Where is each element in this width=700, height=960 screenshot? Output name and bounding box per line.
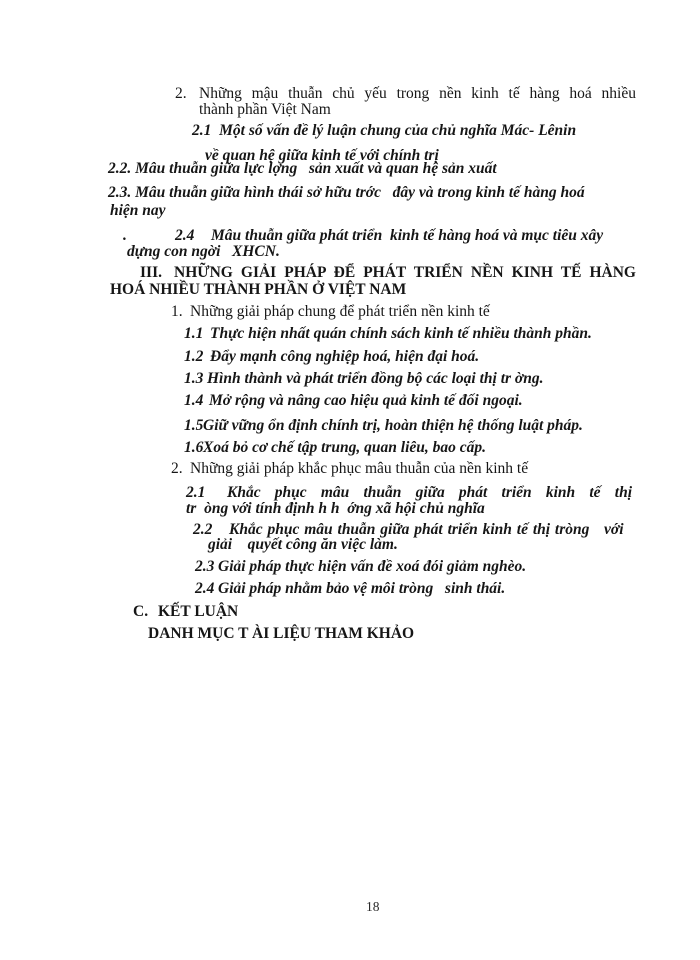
group-1-item-1	[184, 325, 592, 342]
group-2-item-3-number: 2.3	[195, 558, 215, 575]
group-1-item-3	[184, 370, 543, 387]
group-2-item-1-line2: tr òng với tính định h h ớng xã hội chủ nghĩa	[186, 500, 485, 517]
toc-item-2-3-line2: hiện nay	[110, 202, 166, 219]
conclusion-title: KẾT LUẬN	[158, 603, 239, 620]
toc-item-2-1-line2: về quan hệ giữa kinh tế với chính trị	[205, 147, 439, 164]
toc-item-2-text-wrap: thành phần Việt Nam	[199, 101, 331, 118]
group-1-item-3-number: 1.3	[184, 370, 204, 387]
group-2-item-1-text: Khắc phục mâu thuẫn giữa phát triển kinh tế thị	[227, 484, 632, 501]
group-2-item-2-number: 2.2	[193, 521, 213, 538]
section-3-number: III.	[140, 264, 162, 281]
toc-item-2	[175, 85, 636, 102]
toc-item-2-4-text: Mâu thuẫn giữa phát triển kinh tế hàng hoá và mục tiêu xây	[211, 227, 604, 244]
conclusion-number: C.	[133, 603, 149, 620]
toc-item-2-3-line1: 2.3. Mâu thuẫn giữa hình thái sở hữu trớc đây và trong kinh tế hàng hoá	[108, 184, 585, 201]
group-2-item-3-text: Giải pháp thực hiện vấn đề xoá đói giảm nghèo.	[218, 558, 527, 575]
group-2-heading	[171, 460, 528, 477]
group-1-item-4-text: Mở rộng và nâng cao hiệu quả kinh tế đối ngoại.	[209, 392, 523, 409]
section-3-heading-line1	[140, 264, 636, 281]
toc-item-2-4-number: 2.4	[175, 227, 195, 244]
group-1-item-6	[184, 439, 486, 456]
group-1-item-4-number: 1.4	[184, 392, 204, 409]
toc-item-2-text: Những mậu thuẫn chủ yếu trong nền kinh tế hàng hoá nhiều	[199, 85, 636, 102]
group-1-heading	[171, 303, 490, 320]
group-2-title: Những giải pháp khắc phục mâu thuẫn của nền kinh tế	[190, 460, 529, 477]
group-2-item-1-line1	[186, 484, 632, 501]
toc-item-2-number: 2.	[175, 85, 187, 102]
group-1-item-2-text: Đẩy mạnh công nghiệp hoá, hiện đại hoá.	[210, 348, 480, 365]
section-3-heading-line2: HOÁ NHIỀU THÀNH PHẦN Ở VIỆT NAM	[110, 281, 407, 298]
group-1-item-5-number: 1.5	[184, 417, 204, 434]
group-1-item-4	[184, 392, 523, 409]
group-2-item-4-text: Giải pháp nhằm bảo vệ môi tròng sinh thái.	[218, 580, 506, 597]
references-heading: DANH MỤC T ÀI LIỆU THAM KHẢO	[148, 625, 415, 642]
toc-item-2-1-line1: 2.1 Một số vấn đề lý luận chung của chủ nghĩa Mác- Lênin	[192, 122, 577, 139]
group-2-item-1-number: 2.1	[186, 484, 206, 501]
group-1-item-6-text: Xoá bỏ cơ chế tập trung, quan liêu, bao cấp.	[203, 439, 487, 456]
group-1-item-2	[184, 348, 479, 365]
group-2-number: 2.	[171, 460, 183, 477]
page-number: 18	[366, 899, 380, 914]
group-2-item-3	[195, 558, 526, 575]
group-1-title: Những giải pháp chung để phát triển nền kinh tế	[190, 303, 490, 320]
section-3-heading-text: NHỮNG GIẢI PHÁP ĐỂ PHÁT TRIỂN NỀN KINH TẾ HÀNG	[174, 264, 636, 281]
toc-item-2-4-line2: dựng con ngời XHCN.	[127, 243, 280, 260]
group-1-item-1-text: Thực hiện nhất quán chính sách kinh tế nhiều thành phần.	[210, 325, 592, 342]
group-1-item-2-number: 1.2	[184, 348, 204, 365]
group-1-number: 1.	[171, 303, 183, 320]
toc-item-2-4-line1	[123, 227, 637, 244]
group-1-item-5-text: Giữ vững ổn định chính trị, hoàn thiện hệ thống luật pháp.	[203, 417, 583, 434]
group-1-item-6-number: 1.6	[184, 439, 204, 456]
group-2-item-2-line2: giải quyết công ăn việc làm.	[208, 536, 398, 553]
toc-item-2-4-leader-dot: .	[123, 227, 127, 244]
group-1-item-3-text: Hình thành và phát triển đồng bộ các loại thị tr ờng.	[207, 370, 544, 387]
conclusion-heading	[133, 603, 238, 620]
group-1-item-5	[184, 417, 583, 434]
toc-item-2-2: 2.2. Mâu thuẫn giữa lực lợng sản xuất và quan hệ sản xuất	[108, 160, 497, 177]
group-2-item-4-number: 2.4	[195, 580, 215, 597]
group-2-item-4	[195, 580, 505, 597]
group-2-item-2-text: Khắc phục mâu thuẫn giữa phát triển kinh tế thị tròng với	[229, 521, 624, 538]
group-1-item-1-number: 1.1	[184, 325, 204, 342]
